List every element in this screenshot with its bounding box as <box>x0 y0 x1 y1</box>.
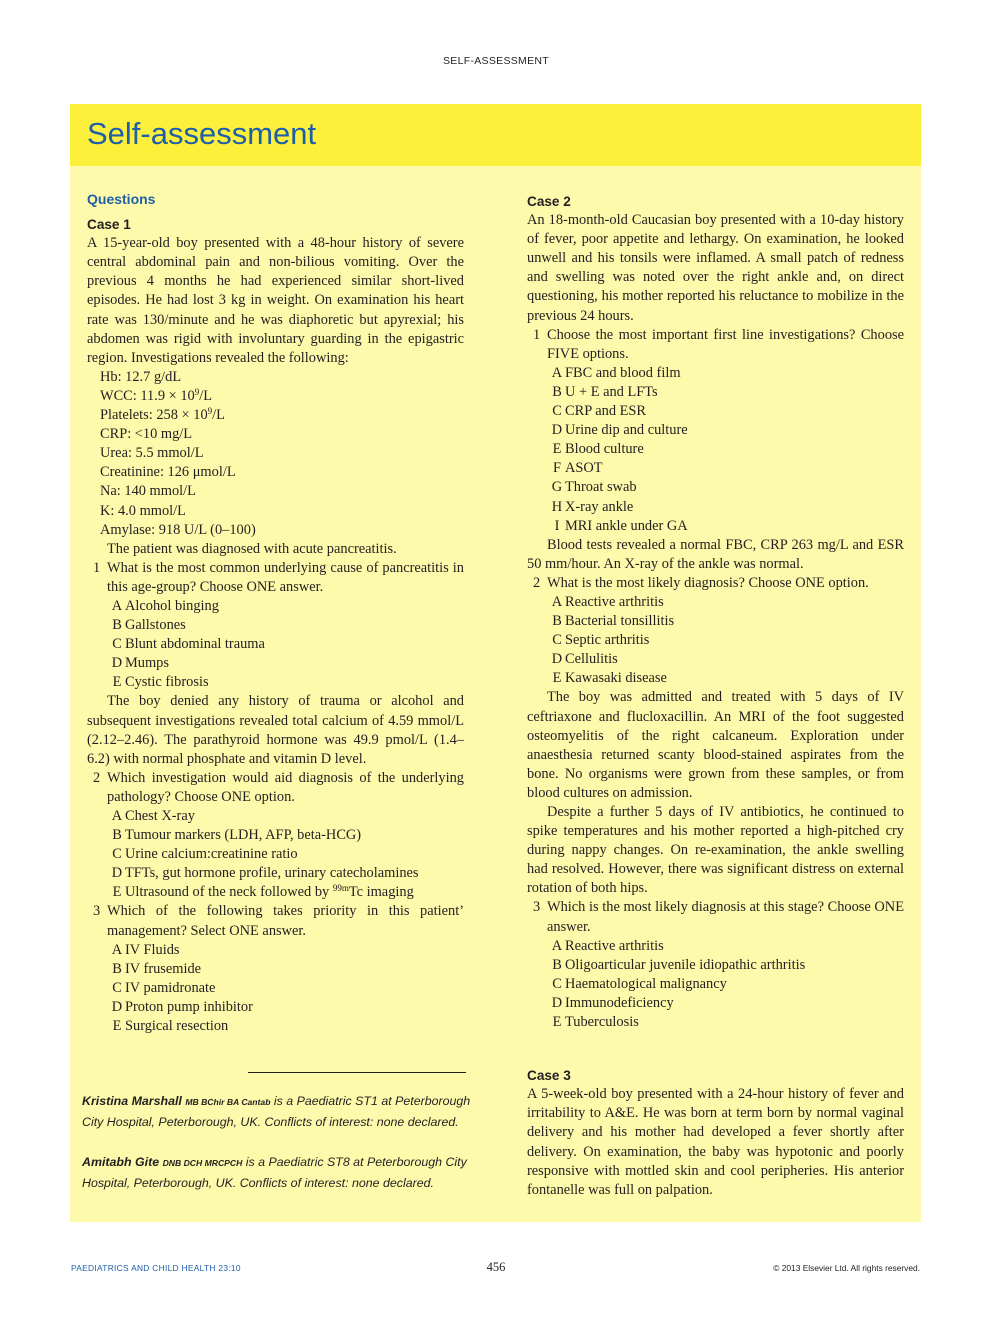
option: E Blood culture <box>552 441 644 458</box>
footer-page-number: 456 <box>486 1260 506 1274</box>
option: D Cellulitis <box>551 651 618 668</box>
case2-heading: Case 2 <box>527 194 571 209</box>
option: B Tumour markers (LDH, AFP, beta-HCG) <box>112 827 362 844</box>
case1-q1-options <box>87 597 464 692</box>
option: A IV Fluids <box>111 941 180 958</box>
case1-para2: The boy denied any history of trauma or alcohol and subsequent investigations revealed total calcium of 4.59 mmol/L (2.12–2.46). The parathyroid hormone was 49.9 pmol/L (1.4–6.2) with normal phosphate and vitamin D level. <box>87 693 464 767</box>
option: D TFTs, gut hormone profile, urinary catecholamines <box>111 865 419 882</box>
inv-urea: Urea: 5.5 mmol/L <box>100 445 204 462</box>
author-divider <box>248 1072 466 1073</box>
option: A Reactive arthritis <box>551 593 664 610</box>
inv-amylase: Amylase: 918 U/L (0–100) <box>100 521 256 538</box>
case2-q1: 1 Choose the most important first line investigations? Choose FIVE options. <box>533 326 904 362</box>
case1-q2-options <box>87 807 464 902</box>
option: B IV frusemide <box>112 960 202 977</box>
author-note: Kristina Marshall MB BChir BA Cantab is a Paediatric ST1 at Peterborough City Hospital, Peterborough, UK. Conflicts of interest: none declared. <box>82 1094 471 1129</box>
option: A Alcohol binging <box>111 597 219 614</box>
option: C Haematological malignancy <box>552 975 727 992</box>
option: C Urine calcium:creatinine ratio <box>112 846 298 863</box>
inv-crp: CRP: <10 mg/L <box>100 426 193 443</box>
option: C IV pamidronate <box>112 979 216 996</box>
option: A Reactive arthritis <box>551 937 664 954</box>
case2-para4: Despite a further 5 days of IV antibiotics, he continued to spike temperatures and his mother reported a high-pitched cry during nappy changes. On re-examination, the ankle swelling had resolved. However, there was significant distress on external rotation of both hips. <box>527 804 904 897</box>
case1-heading: Case 1 <box>87 217 131 233</box>
option: D Immunodeficiency <box>551 994 674 1011</box>
inv-na: Na: 140 mmol/L <box>100 483 196 500</box>
questions-heading: Questions <box>87 191 156 207</box>
option: C CRP and ESR <box>552 403 647 420</box>
option: G Throat swab <box>551 479 637 496</box>
content-box <box>70 104 921 1222</box>
case1-q3-options <box>87 941 464 1036</box>
page-title: Self-assessment <box>87 116 317 151</box>
inv-wcc: WCC: $11.9 \times 10^9/L$ <box>100 386 213 404</box>
option: I MRI ankle under GA <box>554 517 688 534</box>
case2-q2-options <box>527 593 904 688</box>
case3-heading: Case 3 <box>527 1068 571 1084</box>
case2-q3-options <box>527 937 904 1032</box>
case1-intro: A 15-year-old boy presented with a 48-hour history of severe central abdominal pain and non-bilious vomiting. Over the previous 4 months he had experienced similar short-lived episodes. He had lost 3 kg in weight. On examination his heart rate was 130/minute and he was diaphoretic but apyrexial; his abdomen was rigid with involuntary guarding in the epigastric region. Investigations revealed the following: <box>87 235 464 366</box>
case1-q1: 1 What is the most common underlying cause of pancreatitis in this age-group? Choose ONE answer. <box>93 559 464 595</box>
option: E Cystic fibrosis <box>112 674 209 691</box>
option: F ASOT <box>552 460 603 477</box>
option: B Gallstones <box>112 617 186 634</box>
option: D Proton pump inhibitor <box>111 998 253 1015</box>
option: C Blunt abdominal trauma <box>112 636 265 653</box>
case1-q3: 3 Which of the following takes priority in this patient’ management? Select ONE answer. <box>93 903 464 939</box>
title-band <box>70 104 921 166</box>
option: A FBC and blood film <box>551 364 681 381</box>
option: B Bacterial tonsillitis <box>552 613 675 630</box>
option: D Urine dip and culture <box>551 422 688 439</box>
option: E Ultrasound of the neck followed by $^{99m}$Tc imaging <box>112 883 414 901</box>
left-column <box>87 190 464 1036</box>
right-column <box>527 192 904 1200</box>
option: B Oligoarticular juvenile idiopathic arthritis <box>552 956 806 973</box>
case2-q2: 2 What is the most likely diagnosis? Choose ONE option. <box>533 574 869 591</box>
case2-q1-options <box>527 364 904 536</box>
case2-para2: Blood tests revealed a normal FBC, CRP 263 mg/L and ESR 50 mm/hour. An X-ray of the ankle was normal. <box>527 536 904 572</box>
case3-intro: A 5-week-old boy presented with a 24-hour history of fever and irritability to A&E. He was born at term born by normal vaginal delivery and his mother had developed a fever shortly after delivery. On examination, the baby was hypotonic and poorly responsive with mottled skin and cool peripheries. His anterior fontanelle was full on palpation. <box>527 1086 904 1198</box>
footer-copyright: © 2013 Elsevier Ltd. All rights reserved. <box>773 1263 920 1273</box>
footer-journal: PAEDIATRICS AND CHILD HEALTH 23:10 <box>71 1263 241 1273</box>
inv-platelets: Platelets: $258 \times 10^9/L$ <box>100 406 225 424</box>
case1-diagnosis: The patient was diagnosed with acute pancreatitis. <box>107 540 397 557</box>
option: D Mumps <box>111 655 169 672</box>
author-note: Amitabh Gite DNB DCH MRCPCH is a Paediatric ST8 at Peterborough City Hospital, Peterborough, UK. Conflicts of interest: none declared. <box>82 1155 467 1190</box>
case1-q2: 2 Which investigation would aid diagnosis of the underlying pathology? Choose ONE option. <box>93 769 464 805</box>
option: E Tuberculosis <box>552 1014 639 1031</box>
inv-creatinine: Creatinine: 126 μmol/L <box>100 464 236 481</box>
case2-intro: An 18-month-old Caucasian boy presented with a 10-day history of fever, poor appetite and lethargy. On examination, he looked unwell and his tonsils were inflamed. A small patch of redness and swelling was noted over the right ankle and, on direct questioning, his mother reported his reluctance to mobilize in the previous 24 hours. <box>527 212 904 324</box>
author-notes <box>82 1091 474 1193</box>
option: B U + E and LFTs <box>552 383 658 400</box>
running-head: SELF-ASSESSMENT <box>442 55 550 67</box>
option: C Septic arthritis <box>552 632 650 649</box>
case2-q3: 3 Which is the most likely diagnosis at this stage? Choose ONE answer. <box>533 899 904 935</box>
case1-investigations <box>87 368 464 540</box>
option: H X-ray ankle <box>551 498 634 515</box>
inv-k: K: 4.0 mmol/L <box>100 502 186 519</box>
option: A Chest X-ray <box>111 808 195 824</box>
option: E Kawasaki disease <box>552 670 667 687</box>
option: E Surgical resection <box>112 1018 229 1035</box>
case2-para3: The boy was admitted and treated with 5 days of IV ceftriaxone and flucloxacillin. An MRI of the foot suggested osteomyelitis of the right calcaneum. Exploration under anaesthesia returned scanty blood-stained aspirates from the bone. No organisms were grown from these samples, or from blood cultures on admission. <box>527 689 904 801</box>
inv-hb: Hb: 12.7 g/dL <box>100 368 182 385</box>
